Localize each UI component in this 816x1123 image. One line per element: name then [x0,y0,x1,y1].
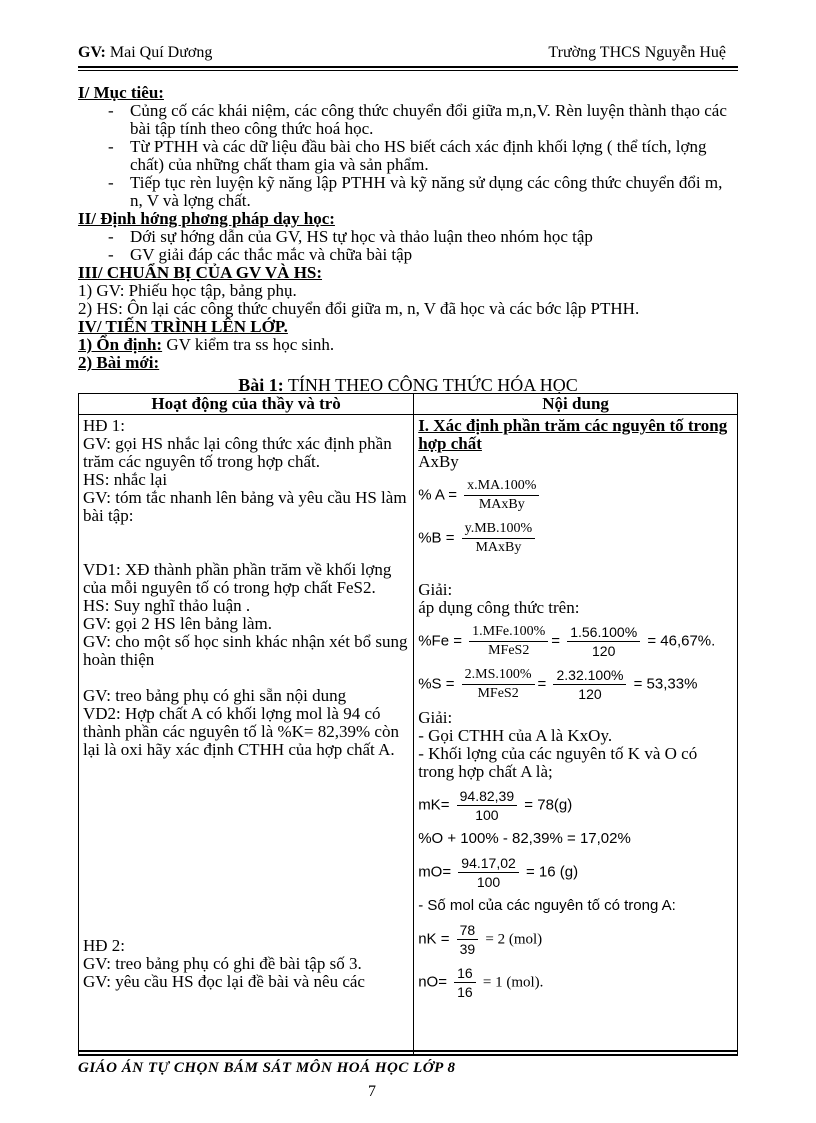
nk-denominator: 39 [459,941,476,957]
activity-line: GV: tóm tắc nhanh lên bảng và yêu cầu HS làm bài tập: [83,488,407,525]
on-dinh-line [78,336,738,354]
fe-denominator-value: 120 [592,643,616,659]
mk-numerator: 94.82,39 [457,787,518,806]
percent-b-lhs: %B = [418,529,455,547]
no-lhs: nO= [418,973,447,991]
mo-calculation [418,854,733,891]
fe-lhs: %Fe = [418,632,462,650]
fe-calculation: %Fe = $\frac{\text{1.MFe.100\%}}{\text{MFeS2}}$ = $\frac{1.56.100\%}{120}$ = 46,67%. [418,624,716,659]
objectives-list [78,102,738,210]
lesson-table [78,393,738,1056]
activity-line: GV: treo bảng phụ có ghi sẵn nội dung [83,686,347,705]
nk-calculation [418,921,733,958]
page-number: 7 [368,1083,376,1100]
teacher-label [78,44,212,62]
mk-denominator: 100 [475,807,499,823]
footer-title: GIÁO ÁN TỰ CHỌN BÁM SÁT MÔN HOÁ HỌC LỚP 8 [78,1060,456,1076]
nk-result: = 2 (mol) [485,931,543,948]
apply-formula-text: áp dụng công thức trên: [418,598,580,617]
teacher-name: Mai Quí Dương [105,44,213,61]
activity-line: GV: gọi HS nhắc lại công thức xác định phần trăm các nguyên tố trong hợp chất. [83,434,392,471]
s-denominator-value: 120 [578,686,602,702]
activity-line: GV: cho một số học sinh khác nhận xét bổ sung hoàn thiện [83,632,408,669]
mol-step: - Số mol của các nguyên tố có trong A: [418,897,676,914]
on-dinh-text: GV kiểm tra ss học sinh. [162,335,335,354]
fe-result: = 46,67%. [647,632,716,650]
percent-o-line: %O + 100% - 82,39% = 17,02% [418,830,631,847]
mk-calculation [418,787,733,824]
s-calculation: %S = $\frac{2.MS.100\%}{\text{MFeS2}}$ = $\frac{2.32.100\%}{120}$ = 53,33% [418,667,698,702]
example-1: VD1: XĐ thành phần phần trăm về khối lợng của mỗi nguyên tố có trong hợp chất FeS2. [83,560,392,597]
mo-lhs: mO= [418,863,452,881]
mk-lhs: mK= [418,796,450,814]
section-prep-title: III/ CHUẨN BỊ CỦA GV VÀ HS: [78,263,323,282]
activity-line: GV: treo bảng phụ có ghi đề bài tập số 3. [83,954,362,973]
table-header-row [79,394,738,415]
fe-denominator: MFeS2 [488,643,530,658]
solution-label: Giải: [418,580,453,599]
no-numerator: 16 [454,964,476,983]
mo-result: = 16 (g) [525,863,579,881]
s-result: = 53,33% [633,675,698,693]
content-subtitle: I. Xác định phần trăm các nguyên tố trong hợp chất [418,416,728,453]
prep-teacher: 1) GV: Phiếu học tập, bảng phụ. [78,281,297,300]
footer-divider [78,1050,738,1052]
percent-a-denominator: MAxBy [478,497,525,512]
nk-lhs: nK = [418,930,450,948]
on-dinh-label: 1) Ổn định: [78,335,163,354]
general-formula: AxBy [418,452,459,471]
activity-line: GV: yêu cầu HS đọc lại đề bài và nêu các [83,972,365,991]
fe-numerator-value: 1.56.100% [567,623,640,642]
lesson-title [78,376,738,394]
percent-a-lhs: % A = [418,486,457,504]
mo-numerator: 94.17,02 [458,854,519,873]
teacher-prefix: GV: [78,44,106,61]
content-cell [414,415,738,1056]
percent-b-formula [418,520,733,557]
section-method-title: II/ Định hớng phơng pháp dạy học: [78,209,335,228]
hd1-label: HĐ 1: [83,416,126,435]
no-denominator: 16 [457,984,473,1000]
mk-result: = 78(g) [524,796,573,814]
fe-numerator: 1.MFe.100% [469,623,548,642]
objective-item: - Củng cố các khái niệm, các công thức chuyển đổi giữa m,n,V. Rèn luyện thành thạo các bài tập tính theo công thức hoá học. [108,102,738,138]
hd2-label: HĐ 2: [83,936,126,955]
activity-line: HS: nhắc lại [83,470,168,489]
no-result: = 1 (mol). [482,974,544,991]
header-divider [78,66,738,68]
s-denominator: MFeS2 [477,686,519,701]
objective-item: - Tiếp tục rèn luyện kỹ năng lập PTHH và kỹ năng sử dụng các công thức chuyển đổi m, n, V và lợng chất. [108,174,738,210]
column-header-activities: Hoạt động của thầy và trò [79,394,414,415]
activity-line: HS: Suy nghĩ thảo luận . [83,596,251,615]
method-list [78,228,738,264]
solution-step: - Gọi CTHH của A là KxOy. [418,726,613,745]
lesson-label: Bài 1: [238,375,284,395]
section-objectives-title: I/ Mục tiêu: [78,83,164,102]
column-header-content: Nội dung [414,394,738,415]
percent-a-numerator: x.MA.100% [464,477,539,496]
footer-divider-thin [78,1054,738,1055]
table-row [79,415,738,1056]
s-numerator-value: 2.32.100% [553,666,626,685]
solution-label-2: Giải: [418,708,453,727]
example-2: VD2: Hợp chất A có khối lợng mol là 94 có thành phần các nguyên tố là %K= 82,39% còn lại là oxi hãy xác định CTHH của hợp chất A. [83,704,399,759]
solution-step: - Khối lợng của các nguyên tố K và O có trong hợp chất A là; [418,744,698,781]
s-lhs: %S = [418,675,455,693]
section-procedure-title: IV/ TIẾN TRÌNH LÊN LỚP. [78,317,288,336]
method-item: - Dới sự hớng dẫn của GV, HS tự học và thảo luận theo nhóm học tập [108,228,738,246]
bai-moi-label: 2) Bài mới: [78,353,160,372]
nk-numerator: 78 [457,921,479,940]
s-numerator: 2.MS.100% [462,666,535,685]
prep-student: 2) HS: Ôn lại các công thức chuyển đổi giữa m, n, V đã học và các bớc lập PTHH. [78,299,640,318]
percent-b-denominator: MAxBy [475,540,522,555]
objective-item: - Từ PTHH và các dữ liệu đầu bài cho HS biết cách xác định khối lợng ( thể tích, lợng chất) của những chất tham gia và sản phẩm. [108,138,738,174]
percent-a-formula [418,477,733,514]
school-name: Trường THCS Nguyễn Huệ [548,44,726,61]
no-calculation [418,964,733,1001]
method-item: - GV giải đáp các thắc mắc và chữa bài tập [108,246,738,264]
mo-denominator: 100 [476,874,501,890]
percent-b-numerator: y.MB.100% [462,520,536,539]
lesson-name: TÍNH THEO CÔNG THỨC HÓA HỌC [283,375,578,395]
header-divider-thin [78,70,738,71]
activities-cell [79,415,414,1056]
activity-line: GV: gọi 2 HS lên bảng làm. [83,614,273,633]
lesson-plan-intro [78,84,738,394]
